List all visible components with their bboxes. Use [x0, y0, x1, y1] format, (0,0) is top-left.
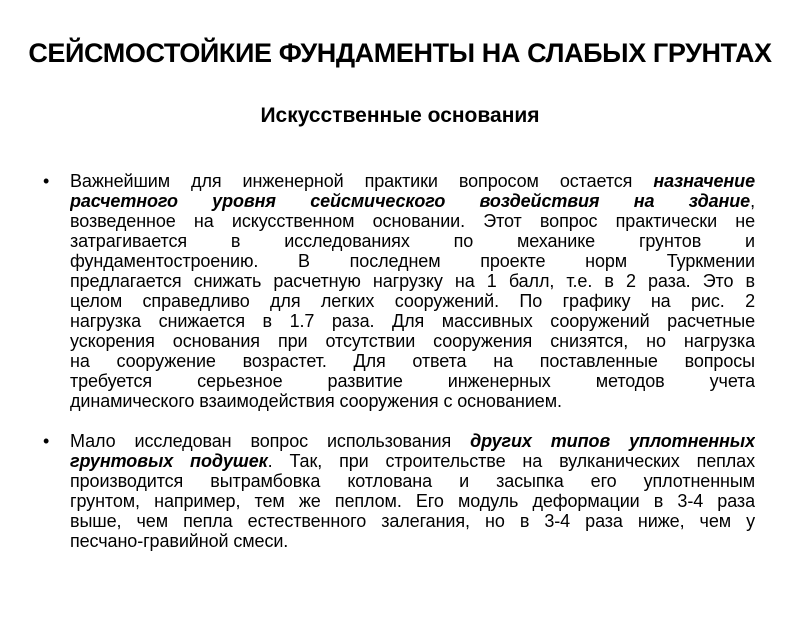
body-text: возведенное на искусственном основании. Этот вопрос практически не	[70, 211, 755, 231]
bullet-item	[43, 171, 755, 411]
text-line	[70, 271, 755, 291]
text-line	[70, 191, 755, 211]
body-text: затрагивается в исследованиях по механике грунтов и	[70, 231, 755, 251]
body-text: выше, чем пепла естественного залегания, но в 3-4 раза ниже, чем у	[70, 511, 755, 531]
text-line	[70, 451, 755, 471]
text-line	[70, 311, 755, 331]
bullet-list	[0, 171, 800, 551]
body-text: целом справедливо для легких сооружений. По графику на рис. 2	[70, 291, 755, 311]
emphasis-text: грунтовых подушек	[70, 451, 268, 471]
body-text: нагрузка снижается в 1.7 раза. Для массивных сооружений расчетные	[70, 311, 755, 331]
body-text: фундаментостроению. В последнем проекте норм Туркмении	[70, 251, 755, 271]
body-text: динамического взаимодействия сооружения с основанием.	[70, 391, 562, 411]
text-line	[70, 471, 755, 491]
text-line	[70, 491, 755, 511]
body-text: требуется серьезное развитие инженерных методов учета	[70, 371, 755, 391]
emphasis-text: назначение	[653, 171, 755, 191]
body-text: ускорения основания при отсутствии сооружения снизятся, но нагрузка	[70, 331, 755, 351]
text-line	[70, 331, 755, 351]
text-line	[70, 511, 755, 531]
body-text: предлагается снижать расчетную нагрузку на 1 балл, т.е. в 2 раза. Это в	[70, 271, 755, 291]
body-text: песчано-гравийной смеси.	[70, 531, 289, 551]
text-line	[70, 171, 755, 191]
text-line	[70, 431, 755, 451]
bullet-item	[43, 431, 755, 551]
body-text: ,	[750, 191, 755, 211]
text-line	[70, 291, 755, 311]
text-line	[70, 391, 755, 411]
emphasis-text: расчетного уровня сейсмического воздействия на здание	[70, 191, 751, 211]
body-text: . Так, при строительстве на вулканических пеплах	[267, 451, 755, 471]
text-line	[70, 251, 755, 271]
body-text: на сооружение возрастет. Для ответа на поставленные вопросы	[70, 351, 755, 371]
slide-subtitle: Искусственные основания	[260, 104, 540, 127]
body-text: производится вытрамбовка котлована и засыпка его уплотненным	[70, 471, 755, 491]
bullet-icon: •	[43, 171, 50, 191]
body-text: Мало исследован вопрос использования	[70, 431, 471, 451]
text-line	[70, 211, 755, 231]
text-line	[70, 231, 755, 251]
slide-canvas	[0, 38, 800, 638]
text-line	[70, 531, 755, 551]
text-line	[70, 351, 755, 371]
body-text: Важнейшим для инженерной практики вопросом остается	[70, 171, 654, 191]
bullet-icon: •	[43, 431, 50, 451]
body-text: грунтом, например, тем же пеплом. Его модуль деформации в 3-4 раза	[70, 491, 755, 511]
emphasis-text: других типов уплотненных	[470, 431, 755, 451]
slide-title: СЕЙСМОСТОЙКИЕ ФУНДАМЕНТЫ НА СЛАБЫХ ГРУНТАХ	[28, 38, 772, 68]
text-line	[70, 371, 755, 391]
